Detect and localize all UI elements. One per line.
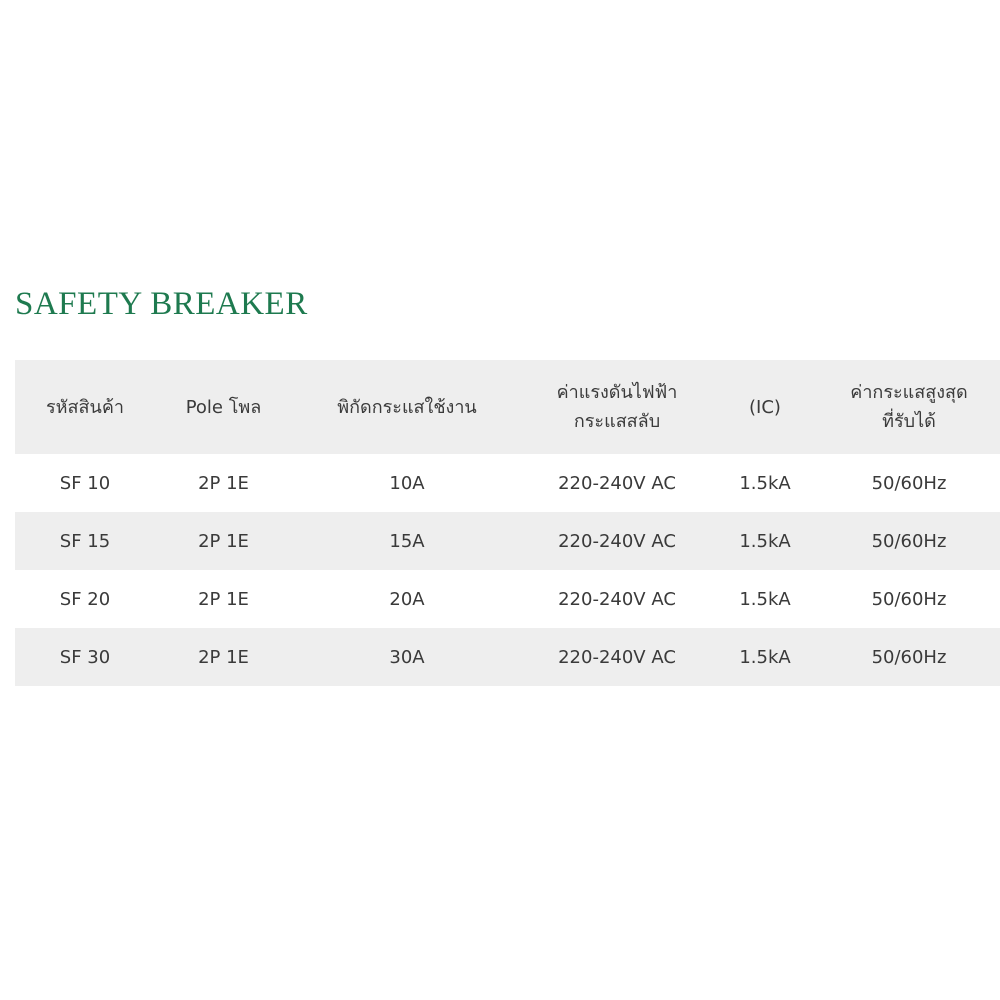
cell-max-current: 50/60Hz <box>871 588 947 610</box>
cell-product-code: SF 20 <box>59 588 111 610</box>
cell-pole: 2P 1E <box>198 472 249 494</box>
header-ac-voltage <box>522 360 712 454</box>
cell-pole: 2P 1E <box>198 646 249 668</box>
header-ic <box>712 360 818 454</box>
cell-pole: 2P 1E <box>198 588 249 610</box>
table-header-row <box>15 360 1000 454</box>
cell-max-current: 50/60Hz <box>871 530 947 552</box>
page-title: SAFETY BREAKER <box>15 286 308 322</box>
cell-product-code: SF 10 <box>59 472 111 494</box>
cell-product-code: SF 30 <box>59 646 111 668</box>
header-line: ที่รับได้ <box>882 411 936 432</box>
table-row <box>15 570 1000 628</box>
cell-rated-current: 20A <box>389 588 425 610</box>
header-line: ค่าแรงดันไฟฟ้า <box>556 382 678 403</box>
header-line: ค่ากระแสสูงสุด <box>850 382 968 403</box>
table-row <box>15 454 1000 512</box>
header-line: Pole โพล <box>185 396 262 418</box>
header-line: (IC) <box>749 396 781 418</box>
header-product-code <box>15 360 155 454</box>
cell-ic: 1.5kA <box>739 472 791 494</box>
cell-ic: 1.5kA <box>739 588 791 610</box>
header-line: รหัสสินค้า <box>46 396 124 418</box>
table-row <box>15 628 1000 686</box>
header-pole <box>155 360 292 454</box>
header-max-current <box>818 360 1000 454</box>
cell-ac-voltage: 220-240V AC <box>558 588 676 610</box>
cell-rated-current: 15A <box>389 530 425 552</box>
header-line: พิกัดกระแสใช้งาน <box>337 396 477 418</box>
spec-table <box>15 360 1000 686</box>
cell-ac-voltage: 220-240V AC <box>558 530 676 552</box>
cell-rated-current: 10A <box>389 472 425 494</box>
table-row <box>15 512 1000 570</box>
header-rated-current <box>292 360 522 454</box>
cell-max-current: 50/60Hz <box>871 472 947 494</box>
cell-ac-voltage: 220-240V AC <box>558 646 676 668</box>
cell-ic: 1.5kA <box>739 646 791 668</box>
cell-product-code: SF 15 <box>59 530 111 552</box>
cell-max-current: 50/60Hz <box>871 646 947 668</box>
header-line: กระแสสลับ <box>573 411 661 432</box>
cell-ac-voltage: 220-240V AC <box>558 472 676 494</box>
cell-rated-current: 30A <box>389 646 425 668</box>
cell-ic: 1.5kA <box>739 530 791 552</box>
cell-pole: 2P 1E <box>198 530 249 552</box>
